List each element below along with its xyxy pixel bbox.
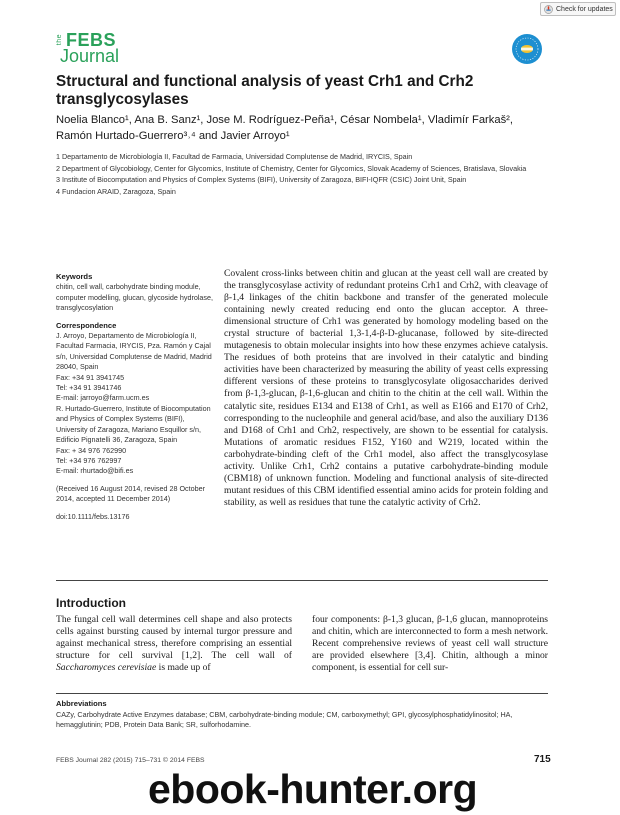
- received-dates: (Received 16 August 2014, revised 28 October 2014, accepted 11 December 2014): [56, 483, 206, 504]
- affiliation-item: 2 Department of Glycobiology, Center for Glycomics, Institute of Chemistry, Center for Glycomics, Slovak Academy of Sciences, Bratislava, Slovakia: [56, 163, 527, 173]
- check-for-updates-label: Check for updates: [556, 5, 613, 13]
- correspondence-address-2: R. Hurtado-Guerrero, Institute of Biocomputation and Physics of Complex Systems (BIFI), University of Zaragoza, Mariano Esquillor s/n, Edificio Pignatelli 36, Zaragoza, Spain: [56, 403, 211, 445]
- abbreviations-text: CAZy, Carbohydrate Active Enzymes database; CBM, carbohydrate-binding module; CM, carboxymethyl; GPI, glycosylphosphatidylinositol; HA, hemagglutinin; PDB, Protein Data Bank; SR, sulforhodamine.: [56, 710, 513, 730]
- check-for-updates-button[interactable]: [540, 2, 616, 16]
- crossmark-icon: [544, 5, 553, 14]
- abbreviations-heading: Abbreviations: [56, 699, 107, 708]
- correspondence-address-1: J. Arroyo, Departamento de Microbiología II, Facultad Farmacia, IRYCIS, Pza. Ramón y Cajal s/n, Universidad Complutense de Madrid, Madrid 28040, Spain: [56, 331, 212, 372]
- correspondence-email-2[interactable]: E-mail: rhurtado@bifi.es: [56, 466, 134, 476]
- intro-species-italic: Saccharomyces cerevisiae: [56, 662, 157, 674]
- intro-left-text-1: The fungal cell wall determines cell shape and also protects cells against bursting caused by internal turgor pressure and against mechanical stress, therefore comprising an essential structure for cell survival [1,2]. The cell wall of: [56, 614, 292, 662]
- doi-link[interactable]: doi:10.1111/febs.13176: [56, 511, 130, 521]
- abbreviations-divider: [56, 693, 548, 694]
- logo-the-text: the: [56, 34, 63, 46]
- keywords-text: chitin, cell wall, carbohydrate binding module, computer modelling, glucan, glycoside hydrolase, transglycosylation: [56, 282, 214, 313]
- febs-badge-logo: [512, 34, 542, 64]
- introduction-heading: Introduction: [56, 596, 126, 610]
- keywords-heading: Keywords: [56, 272, 93, 281]
- introduction-column-left: [56, 614, 292, 674]
- watermark-text: ebook-hunter.org: [148, 766, 478, 812]
- correspondence-fax-2: Fax: + 34 976 762990: [56, 445, 127, 455]
- article-sidebar: [56, 272, 216, 522]
- footer-citation: FEBS Journal 282 (2015) 715–731 © 2014 FEBS: [56, 757, 205, 764]
- logo-journal-text: Journal: [60, 46, 120, 66]
- intro-left-text-2: is made up of: [156, 662, 211, 674]
- affiliation-item: 1 Departamento de Microbiología II, Facultad de Farmacia, Universidad Complutense de Madrid, IRYCIS, Spain: [56, 152, 413, 161]
- page-number: 715: [534, 754, 551, 765]
- correspondence-tel-2: Tel: +34 976 762997: [56, 455, 122, 465]
- affiliations: [56, 151, 576, 197]
- author-list: [56, 112, 576, 144]
- abstract-divider: [56, 580, 548, 581]
- febs-globe-icon: [512, 34, 542, 64]
- correspondence-heading: Correspondence: [56, 320, 117, 330]
- affiliation-item: 3 Institute of Biocomputation and Physics of Complex Systems (BIFI), University of Zaragoza, BIFI-IQFR (CSIC) Joint Unit, Spain: [56, 175, 467, 184]
- correspondence-tel-1: Tel: +34 91 3941746: [56, 383, 122, 393]
- authors-line-2: Ramón Hurtado-Guerrero³˒⁴ and Javier Arroyo¹: [56, 130, 290, 142]
- correspondence-fax-1: Fax: +34 91 3941745: [56, 372, 125, 382]
- introduction-column-right: four components: β-1,3 glucan, β-1,6 glucan, mannoproteins and chitin, which are interconnected to form a mesh network. Recent comprehensive reviews of yeast cell wall structure are provided elsewhere [3,4]. Chitin, although a minor component, is essential for cell sur-: [312, 614, 548, 674]
- affiliation-item: 4 Fundacion ARAID, Zaragoza, Spain: [56, 186, 176, 196]
- article-title: Structural and functional analysis of yeast Crh1 and Crh2 transglycosylases: [56, 73, 474, 108]
- abstract-text: Covalent cross-links between chitin and glucan at the yeast cell wall are created by the transglycosylase activity of redundant proteins Crh1 and Crh2, with cleavage of β-1,4 linkages of the chitin backbone and transfer of the generated molecule containing newly created reducing end onto the glucan acceptor. A three-dimensional structure of Crh1 was generated by homology modeling based on the crystal structure of bacterial 1,3-1,4-β-D-glucanase, followed by site-directed mutagenesis to obtain molecular insights into how these enzymes achieve catalysis. The residues of both proteins that are involved in their catalytic and binding activities have been characterized by measuring the ability of yeast cells expressing different versions of these proteins to transglycosylate oligosaccharides derived from β-1,3-glucan, β-1,6-glucan and chitin to the chitin at the cell wall. Within the catalytic site, residues E134 and E138 of Crh1, as well as E166 and E170 of Crh2, corresponding to the nucleophile and general acid/base, and also the auxiliary D136 and D168 of Crh1 and Crh2, respectively, are shown to be essential for catalysis. Mutations of aromatic residues F152, Y160 and W219, located within the carbohydrate-binding cleft of the Crh1 model, also affect the transglycosylase activity. Unlike Crh1, Crh2 contains a putative carbohydrate-binding module (CBM18) of unknown function. Modeling and functional analysis of site-directed mutant residues of this CBM identified essential amino acids for protein folding and stability, as well as residues that tune the catalytic activity of Crh2.: [224, 268, 548, 508]
- logo-febs-text: FEBS: [66, 30, 117, 50]
- correspondence-email-1[interactable]: E-mail: jarroyo@farm.ucm.es: [56, 393, 150, 403]
- authors-line-1: Noelia Blanco¹, Ana B. Sanz¹, Jose M. Rodríguez-Peña¹, César Nombela¹, Vladimír Farkaš²,: [56, 114, 514, 126]
